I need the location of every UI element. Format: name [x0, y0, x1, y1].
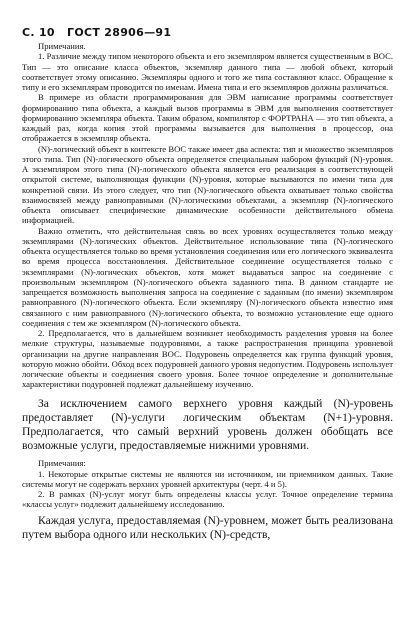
- final-paragraph: Каждая услуга, предоставляемая (N)-уровнем, может быть реализована путем выбора одного или нескольких (N)-средств,: [22, 513, 393, 541]
- note-paragraph: 2. В рамках (N)-услуг могут быть определены классы услуг. Точное определение термина «классы услуг» подлежит дальнейшему исследованию.: [22, 489, 393, 510]
- note-paragraph: 1. Различие между типом некоторого объекта и его экземпляром является существенным в ВОС. Тип — это описание класса объектов, экземпляр данного типа — любой объект, который соответствует этому описанию. Экземпляры одного и того же типа составляют класс. Обращение к типу и его экземплярам проводится по именам. Имена типа и его экземпляров должны различаться.: [22, 51, 393, 92]
- notes-bottom-label: Примечания:: [38, 458, 86, 469]
- notes-top-label: Примечания.: [38, 41, 86, 51]
- main-paragraph-block: [22, 397, 393, 454]
- note-paragraph: 1. Некоторые открытые системы не являются ни источником, ни приемником данных. Такие системы могут не содержать верхних уровней архитектуры (черт. 4 и 5).: [22, 468, 393, 489]
- notes-top: [22, 41, 393, 390]
- page-number: С. 10: [22, 26, 55, 39]
- main-paragraph: За исключением самого верхнего уровня каждый (N)-уровень предоставляет (N)-услуги логическим объектам (N+1)-уровня. Предполагается, что самый верхний уровень должен обобщать все возможные услуги, предоставляемые нижними уровнями.: [22, 396, 393, 453]
- note-paragraph: 2. Предполагается, что в дальнейшем возникнет необходимость разделения уровня на более мелкие структуры, называемые подуровнями, а также распространения принципа уровневой организации на другие направления ВОС. Подуровень определяется как группа функций уровня, которую можно обойти. Обход всех подуровней данного уровня недопустим. Подуровень использует логические объекты и соединения своего уровня. Более точное определение и дополнительные характеристики подуровней подлежат дальнейшему изучению.: [22, 328, 393, 390]
- note-paragraph: Важно отметить, что действительная связь во всех уровнях осуществляется только между экземплярами (N)-логических объектов. Действительное использование типа (N)-логического объекта осуществляется только во время установления соединения или его логического эквивалента во время процесса восстановления. Действительное соединение осуществляется только с экземплярами (N)-логических объектов, хотя может выдаваться запрос на соединение с произвольным экземпляром (N)-логического объекта заданного типа. В данном стандарте не запрещается возможность выполнения запроса на соединение с заданным (по имени) экземпляром равноправного (N)-логического объекта. Если экземпляру (N)-логического объекта известно имя связанного с ним равноправного (N)-логического объекта, то возможно установление еще одного соединения с тем же экземпляром (N)-логического объекта.: [22, 225, 393, 328]
- note-paragraph: В примере из области программирования для ЭВМ написание программы соответствует формированию типа объекта, а каждый вызов программы в ЭВМ для выполнения соответствует формированию экземпляра объекта. Таким образом, компилятор с ФОРТРАНА — это тип объекта, а каждый раз, когда копия этой программы вызывается для выполнения в процессор, она отображается в экземпляр объекта.: [22, 92, 393, 144]
- final-paragraph-block: [22, 514, 393, 542]
- note-paragraph: (N)-логический объект в контексте ВОС также имеет два аспекта: тип и множество экземпляров этого типа. Тип (N)-логического объекта определяется специальным набором функций (N)-уровня. А экземпляром этого типа (N)-логического объекта является его реализация в соответствующей открытой системе, выполняющая функции (N)-уровня, которые вызываются по имени типа для конкретной связи. Из этого следует, что тип (N)-логического объекта охватывает только свойства взаимосвязей между равноправными (N)-логическими объектами, а экземпляр (N)-логического объекта описывает специфические динамические особенности действительного обмена информацией.: [22, 143, 393, 226]
- page-header: [22, 26, 179, 39]
- standard-designation: ГОСТ 28906—91: [67, 26, 172, 39]
- page-content: [22, 40, 393, 542]
- notes-bottom: [22, 458, 393, 509]
